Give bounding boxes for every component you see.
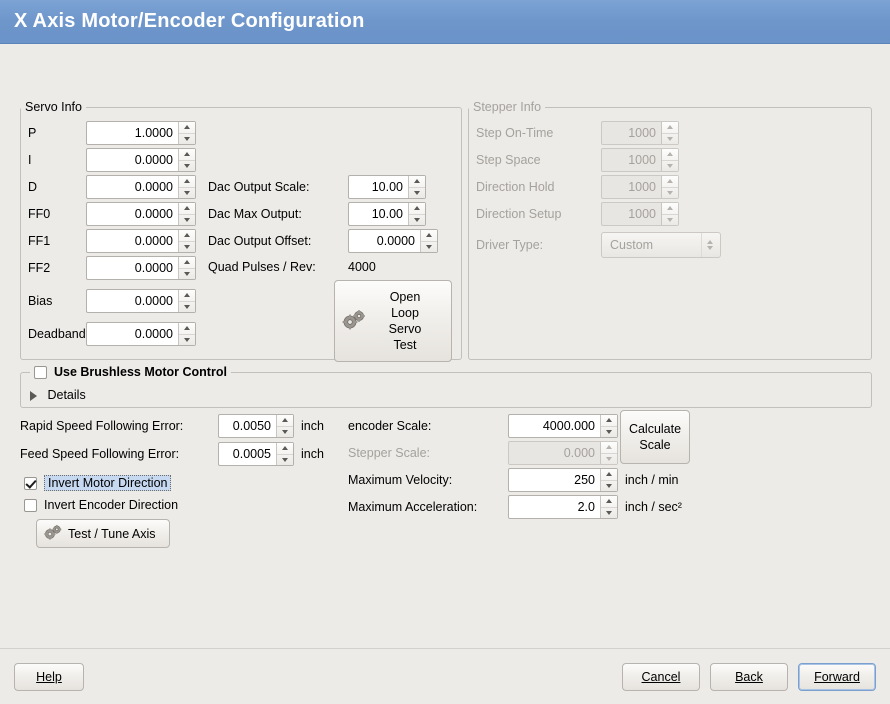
stepper-scale-spinner bbox=[600, 442, 617, 464]
servo-input-i-field[interactable] bbox=[87, 149, 178, 171]
stepper-scale-input bbox=[508, 441, 618, 465]
feed-following-error-label: Feed Speed Following Error: bbox=[20, 447, 180, 461]
help-button[interactable] bbox=[14, 663, 84, 691]
maximum-acceleration-spinner[interactable] bbox=[600, 496, 617, 518]
rapid-following-error-input[interactable] bbox=[218, 414, 294, 438]
feed-following-error-input[interactable] bbox=[218, 442, 294, 466]
dac-max-output-spinner[interactable] bbox=[408, 203, 425, 225]
forward-button[interactable] bbox=[798, 663, 876, 691]
maximum-velocity-spinner[interactable] bbox=[600, 469, 617, 491]
quad-pulses-row bbox=[208, 260, 376, 274]
back-button-label: Back bbox=[735, 669, 763, 684]
maximum-velocity-input[interactable] bbox=[508, 468, 618, 492]
stepper-scale-row bbox=[348, 441, 618, 465]
driver-type-arrows-icon bbox=[701, 233, 718, 257]
encoder-scale-label: encoder Scale: bbox=[348, 419, 432, 433]
dac-output-scale-spinner[interactable] bbox=[408, 176, 425, 198]
servo-input-p-field[interactable] bbox=[87, 122, 178, 144]
servo-input-i[interactable] bbox=[86, 148, 196, 172]
open-loop-servo-test-label bbox=[367, 289, 451, 353]
servo-input-p-spinner[interactable] bbox=[178, 122, 195, 144]
servo-input-p[interactable] bbox=[86, 121, 196, 145]
back-button[interactable] bbox=[710, 663, 788, 691]
servo-label-deadband: Deadband bbox=[28, 327, 86, 341]
step-space-row bbox=[476, 148, 679, 172]
maximum-velocity-field[interactable] bbox=[509, 469, 600, 491]
driver-type-row bbox=[476, 232, 721, 258]
step-on-time-input bbox=[601, 121, 679, 145]
servo-row-i bbox=[28, 148, 196, 172]
brushless-checkbox-label: Use Brushless Motor Control bbox=[54, 365, 227, 379]
servo-label-bias: Bias bbox=[28, 294, 53, 308]
dac-output-offset-input[interactable] bbox=[348, 229, 438, 253]
brushless-checkbox-box[interactable] bbox=[34, 366, 47, 379]
feed-following-error-spinner[interactable] bbox=[276, 443, 293, 465]
servo-input-bias-field[interactable] bbox=[87, 290, 178, 312]
dac-output-offset-label: Dac Output Offset: bbox=[208, 234, 312, 248]
stepper-scale-label: Stepper Scale: bbox=[348, 446, 430, 460]
dac-output-offset-spinner[interactable] bbox=[420, 230, 437, 252]
servo-input-ff2-field[interactable] bbox=[87, 257, 178, 279]
direction-hold-field bbox=[602, 176, 661, 198]
servo-input-deadband-spinner[interactable] bbox=[178, 323, 195, 345]
servo-row-ff1 bbox=[28, 229, 196, 253]
servo-input-bias[interactable] bbox=[86, 289, 196, 313]
cancel-button[interactable] bbox=[622, 663, 700, 691]
use-brushless-motor-control-checkbox[interactable] bbox=[30, 365, 231, 379]
driver-type-combo bbox=[601, 232, 721, 258]
open-loop-servo-test-button[interactable] bbox=[334, 280, 452, 362]
servo-input-bias-spinner[interactable] bbox=[178, 290, 195, 312]
encoder-scale-field[interactable] bbox=[509, 415, 600, 437]
invert-encoder-direction-label: Invert Encoder Direction bbox=[44, 498, 179, 512]
servo-row-ff2 bbox=[28, 256, 196, 280]
dac-output-scale-label: Dac Output Scale: bbox=[208, 180, 310, 194]
feed-following-error-field[interactable] bbox=[219, 443, 276, 465]
invert-motor-direction-label: Invert Motor Direction bbox=[44, 475, 171, 491]
dac-max-output-label: Dac Max Output: bbox=[208, 207, 302, 221]
feed-following-error-unit: inch bbox=[301, 447, 324, 461]
direction-setup-field bbox=[602, 203, 661, 225]
servo-info-legend: Servo Info bbox=[25, 100, 82, 114]
servo-label-i: I bbox=[28, 153, 32, 167]
direction-setup-row bbox=[476, 202, 679, 226]
dac-output-offset-field[interactable] bbox=[349, 230, 420, 252]
maximum-acceleration-input[interactable] bbox=[508, 495, 618, 519]
open-loop-line-1: Open bbox=[389, 290, 421, 304]
dac-output-scale-input[interactable] bbox=[348, 175, 426, 199]
rapid-following-error-field[interactable] bbox=[219, 415, 276, 437]
servo-row-deadband bbox=[28, 322, 196, 346]
encoder-scale-row bbox=[348, 414, 618, 438]
test-tune-axis-button[interactable] bbox=[36, 519, 170, 548]
direction-hold-spinner bbox=[661, 176, 678, 198]
test-tune-axis-label: Test / Tune Axis bbox=[68, 526, 156, 541]
help-button-label: Help bbox=[36, 669, 62, 684]
servo-label-p: P bbox=[28, 126, 37, 140]
servo-input-ff1[interactable] bbox=[86, 229, 196, 253]
step-on-time-label: Step On-Time bbox=[476, 126, 554, 140]
maximum-acceleration-row bbox=[348, 495, 682, 519]
direction-hold-input bbox=[601, 175, 679, 199]
expander-triangle-icon[interactable] bbox=[30, 391, 37, 401]
servo-input-ff2-spinner[interactable] bbox=[178, 257, 195, 279]
footer-button-row bbox=[622, 663, 876, 691]
step-space-field bbox=[602, 149, 661, 171]
gears-icon bbox=[341, 308, 367, 335]
servo-input-ff0-spinner[interactable] bbox=[178, 203, 195, 225]
servo-row-ff0 bbox=[28, 202, 196, 226]
servo-label-ff2: FF2 bbox=[28, 261, 51, 275]
invert-encoder-checkbox-box[interactable] bbox=[24, 499, 37, 512]
open-loop-line-4: Test bbox=[393, 338, 417, 352]
driver-type-label: Driver Type: bbox=[476, 238, 544, 252]
dac-output-scale-row bbox=[208, 175, 426, 199]
servo-input-ff2[interactable] bbox=[86, 256, 196, 280]
servo-input-ff0-field[interactable] bbox=[87, 203, 178, 225]
servo-row-d bbox=[28, 175, 196, 199]
maximum-velocity-row bbox=[348, 468, 679, 492]
maximum-velocity-label: Maximum Velocity: bbox=[348, 473, 453, 487]
encoder-scale-spinner[interactable] bbox=[600, 415, 617, 437]
encoder-scale-input[interactable] bbox=[508, 414, 618, 438]
direction-hold-label: Direction Hold bbox=[476, 180, 555, 194]
maximum-acceleration-label: Maximum Acceleration: bbox=[348, 500, 478, 514]
servo-label-d: D bbox=[28, 180, 38, 194]
quad-pulses-label: Quad Pulses / Rev: bbox=[208, 260, 316, 274]
direction-setup-spinner bbox=[661, 203, 678, 225]
step-space-label: Step Space bbox=[476, 153, 541, 167]
open-loop-line-2: Loop bbox=[391, 306, 419, 320]
dialog-content bbox=[0, 44, 890, 648]
step-space-spinner bbox=[661, 149, 678, 171]
servo-input-ff1-spinner[interactable] bbox=[178, 230, 195, 252]
cancel-button-label: Cancel bbox=[641, 669, 681, 684]
servo-input-ff1-field[interactable] bbox=[87, 230, 178, 252]
invert-encoder-direction-checkbox[interactable] bbox=[24, 498, 178, 512]
details-expander[interactable] bbox=[30, 388, 86, 402]
rapid-following-error-unit: inch bbox=[301, 419, 324, 433]
servo-label-ff1: FF1 bbox=[28, 234, 51, 248]
title-bar bbox=[0, 0, 890, 44]
dac-max-output-row bbox=[208, 202, 426, 226]
rapid-following-error-row bbox=[20, 414, 324, 438]
feed-following-error-row bbox=[20, 442, 324, 466]
invert-motor-direction-checkbox[interactable] bbox=[24, 475, 171, 491]
direction-hold-row bbox=[476, 175, 679, 199]
calculate-scale-button[interactable] bbox=[620, 410, 690, 464]
footer-bar bbox=[0, 648, 890, 704]
servo-input-d[interactable] bbox=[86, 175, 196, 199]
servo-row-p bbox=[28, 121, 196, 145]
servo-label-ff0: FF0 bbox=[28, 207, 51, 221]
servo-input-d-field[interactable] bbox=[87, 176, 178, 198]
forward-button-label: Forward bbox=[814, 669, 860, 684]
servo-row-bias bbox=[28, 289, 196, 313]
servo-input-i-spinner[interactable] bbox=[178, 149, 195, 171]
dac-output-scale-field[interactable] bbox=[349, 176, 408, 198]
step-on-time-row bbox=[476, 121, 679, 145]
window-title: X Axis Motor/Encoder Configuration bbox=[14, 10, 365, 32]
servo-input-deadband[interactable] bbox=[86, 322, 196, 346]
direction-setup-input bbox=[601, 202, 679, 226]
servo-input-d-spinner[interactable] bbox=[178, 176, 195, 198]
calculate-scale-line-2: Scale bbox=[639, 438, 671, 452]
open-loop-line-3: Servo bbox=[388, 322, 422, 336]
calculate-scale-line-1: Calculate bbox=[628, 422, 682, 436]
maximum-acceleration-unit: inch / sec² bbox=[625, 500, 682, 514]
maximum-velocity-unit: inch / min bbox=[625, 473, 679, 487]
driver-type-value: Custom bbox=[610, 238, 654, 252]
dac-max-output-input[interactable] bbox=[348, 202, 426, 226]
dac-max-output-field[interactable] bbox=[349, 203, 408, 225]
gears-icon-small bbox=[43, 523, 63, 545]
servo-input-deadband-field[interactable] bbox=[87, 323, 178, 345]
servo-input-ff0[interactable] bbox=[86, 202, 196, 226]
invert-motor-checkbox-box[interactable] bbox=[24, 477, 37, 490]
rapid-following-error-spinner[interactable] bbox=[276, 415, 293, 437]
step-on-time-spinner bbox=[661, 122, 678, 144]
details-expander-label: Details bbox=[47, 388, 86, 402]
quad-pulses-value: 4000 bbox=[348, 260, 376, 274]
maximum-acceleration-field[interactable] bbox=[509, 496, 600, 518]
dac-output-offset-row bbox=[208, 229, 438, 253]
rapid-following-error-label: Rapid Speed Following Error: bbox=[20, 419, 184, 433]
step-space-input bbox=[601, 148, 679, 172]
step-on-time-field bbox=[602, 122, 661, 144]
direction-setup-label: Direction Setup bbox=[476, 207, 562, 221]
stepper-scale-field bbox=[509, 442, 600, 464]
stepper-info-legend: Stepper Info bbox=[473, 100, 542, 114]
